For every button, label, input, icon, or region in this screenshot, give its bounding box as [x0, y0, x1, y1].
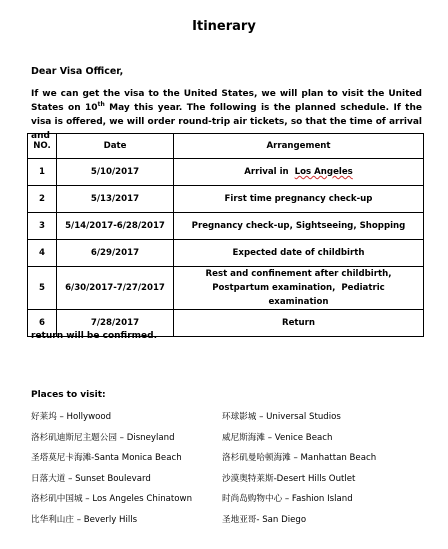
place-item: 沙漠奥特莱斯-Desert Hills Outlet	[222, 474, 356, 484]
row-date: 5/14/2017-6/28/2017	[57, 213, 174, 240]
row-date: 7/28/2017	[57, 310, 174, 337]
place-item: 洛杉矶迪斯尼主题公园 – Disneyland	[31, 433, 175, 443]
intro-superscript: th	[97, 101, 105, 108]
place-item: 环球影城 – Universal Studios	[222, 412, 341, 422]
table-row	[28, 186, 424, 213]
salutation: Dear Visa Officer,	[31, 66, 124, 77]
intro-text-end: May this year. The following is the planned schedule. If the visa is offered, we will order round-trip air tickets, so that the time of arrival and	[31, 103, 422, 141]
row-no: 2	[28, 186, 57, 213]
intro-text-start: If we can get the visa to the United States, we will plan to visit the United States on 10	[31, 89, 422, 113]
row-no: 4	[28, 240, 57, 267]
table-row	[28, 159, 424, 186]
header-date: Date	[57, 134, 174, 159]
table-row	[28, 240, 424, 267]
row-date: 6/29/2017	[57, 240, 174, 267]
place-item: 洛杉矶曼哈顿海滩 – Manhattan Beach	[222, 453, 377, 463]
place-item: 圣塔莫尼卡海滩-Santa Monica Beach	[31, 453, 182, 463]
row-arrangement: Pregnancy check-up, Sightseeing, Shopping	[174, 213, 424, 240]
intro-paragraph	[31, 87, 422, 141]
row-date: 5/13/2017	[57, 186, 174, 213]
places-heading: Places to visit:	[31, 390, 106, 400]
header-no: NO.	[28, 134, 57, 159]
row-arrangement: Rest and confinement after childbirth, Postpartum examination, Pediatric examination	[174, 267, 424, 310]
table-header-row	[28, 134, 424, 159]
place-item: 比华利山庄 – Beverly Hills	[31, 515, 138, 525]
row-arrangement: Return	[174, 310, 424, 337]
table-row	[28, 267, 424, 310]
row-no: 1	[28, 159, 57, 186]
arrangement-text-underlined: Los Angeles	[294, 167, 353, 177]
row-no: 6	[28, 310, 57, 337]
row-arrangement: Expected date of childbirth	[174, 240, 424, 267]
place-item: 洛杉矶中国城 – Los Angeles Chinatown	[31, 494, 193, 504]
row-date: 6/30/2017-7/27/2017	[57, 267, 174, 310]
table-row	[28, 213, 424, 240]
closing-text: return will be confirmed.	[31, 331, 157, 341]
row-date: 5/10/2017	[57, 159, 174, 186]
schedule-table	[27, 133, 424, 337]
place-item: 日落大道 – Sunset Boulevard	[31, 474, 151, 484]
place-item: 好莱坞 – Hollywood	[31, 412, 112, 422]
place-item: 威尼斯海滩 – Venice Beach	[222, 433, 333, 443]
page-title: Itinerary	[192, 19, 256, 34]
header-arrangement: Arrangement	[174, 134, 424, 159]
place-item: 圣地亚哥- San Diego	[222, 515, 307, 525]
row-arrangement: First time pregnancy check-up	[174, 186, 424, 213]
place-item: 时尚岛购物中心 – Fashion Island	[222, 494, 353, 504]
row-no: 5	[28, 267, 57, 310]
row-no: 3	[28, 213, 57, 240]
row-arrangement	[174, 159, 424, 186]
arrangement-text: Arrival in	[244, 167, 295, 177]
